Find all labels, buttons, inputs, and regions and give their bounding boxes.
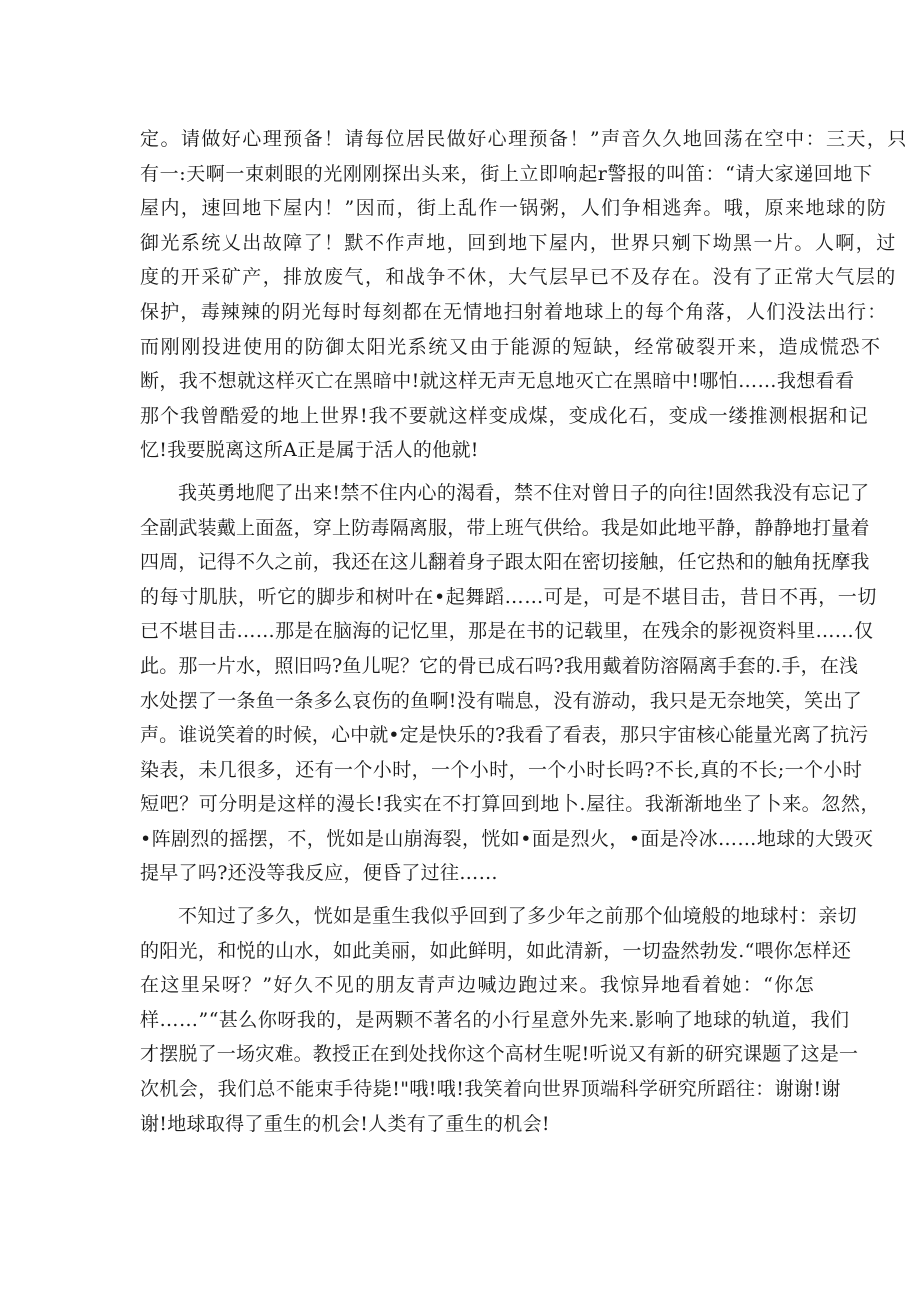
text-line: 才摆脱了一场灾难。教授正在到处找你这个高材生呢!听说又有新的研究课题了这是一 <box>140 1043 859 1066</box>
text-line: 那个我曾酷爱的地上世界!我不要就这样变成煤，变成化石，变成一缕推测根据和记 <box>140 404 869 427</box>
text-line: 的阳光，和悦的山水，如此美丽，如此鲜明，如此清新，一切盎然勃发.“喂你怎样还 <box>140 939 852 962</box>
text-line: 而刚刚投进使用的防御太阳光系统又由于能源的短缺，经常破裂开来，造成慌恐不 <box>140 335 882 358</box>
text-line: 不知过了多久，恍如是重生我似乎回到了多少年之前那个仙境般的地球村：亲切 <box>178 905 858 928</box>
text-line: 定。请做好心理预备！请每位居民做好心理预备！”声音久久地回荡在空中：三天，只 <box>140 128 908 150</box>
text-line: 有一:天啊一束刺眼的光刚刚探出头来，街上立即响起r警报的叫笛：“请大家递回地下 <box>140 162 873 185</box>
text-line: 样……”“甚么你呀我的，是两颗不著名的小行星意外先来.影响了地球的轨道，我们 <box>140 1008 850 1031</box>
text-line: 水处摆了一条鱼一条多么哀伤的鱼啊!没有喘息，没有游动，我只是无奈地笑，笑出了 <box>140 689 863 712</box>
text-line: 短吧？可分明是这样的漫长!我实在不打算回到地卜.屋往。我渐渐地坐了卜来。忽然， <box>140 793 881 816</box>
text-line: 断，我不想就这样灭亡在黑暗中!就这样无声无息地灭亡在黑暗中!哪怕……我想看看 <box>140 370 855 393</box>
text-line: 御光系统乂出故障了！默不作声地，回到地下屋内，世界只剜下坳黑一片。人啊，过 <box>140 231 897 254</box>
text-line: 提早了吗?还没等我反应，便昏了过往…… <box>140 862 498 885</box>
text-line: •阵剧烈的摇摆，不，恍如是山崩海裂，恍如•面是烈火，•面是冷冰……地球的大毁灭 <box>140 827 874 850</box>
text-line: 的每寸肌肤，听它的脚步和树叶在•起舞蹈……可是，可是不堪目击，昔日不再，一切 <box>140 585 878 608</box>
text-line: 保护，毒辣辣的阴光每时每刻都在无情地扫射着地球上的每个角落，人们没法出行： <box>140 300 888 323</box>
text-line: 忆!我要脱离这所A正是属于活人的他就! <box>140 439 479 462</box>
text-line: 声。谁说笑着的时候，心中就•定是快乐的?我看了看表，那只宇宙核心能量光离了抗污 <box>140 724 869 747</box>
paragraph-3 <box>140 899 859 1141</box>
paragraph-gap <box>140 891 780 899</box>
text-line: 谢!地球取得了重生的机会!人类有了重生的机会! <box>140 1112 550 1135</box>
text-line: 全副武装戴上面盔，穿上防毒隔离服，带上班气供给。我是如此地平静，静静地打量着 <box>140 516 870 539</box>
text-line: 四周，记得不久之前，我还在这儿翻着身子跟太阳在密切接触，任它热和的触角抚摩我 <box>140 551 870 574</box>
text-line: 次机会，我们总不能束手待毙!"哦!哦!我笑着向世界顶端科学研究所蹈往：谢谢!谢 <box>140 1078 841 1101</box>
text-line: 已不堪目击……那是在脑海的记忆里，那是在书的记载里，在残余的影视资料里……仅 <box>140 620 874 643</box>
text-line: 我英勇地爬了出来!禁不住内心的渴看，禁不住对曾日子的向往!固然我没有忘记了 <box>178 481 870 504</box>
paragraph-1 <box>140 122 908 468</box>
article-body <box>140 122 908 1141</box>
text-line: 在这里呆呀？”好久不见的朋友青声边喊边跑过来。我惊异地看着她：“你怎 <box>140 974 816 997</box>
text-line: 度的开采矿产，排放废气，和战争不休，大气层早已不及存在。没有了正常大气层的 <box>140 266 897 289</box>
text-line: 屋内，速回地下屋内！”因而，街上乱作一锅粥，人们争相逃奔。哦，原来地球的防 <box>140 197 888 220</box>
text-line: 此。那一片水，照旧吗?鱼儿呢？它的骨已成石吗?我用戴着防溶隔离手套的.手，在浅 <box>140 654 859 677</box>
paragraph-gap <box>140 468 780 476</box>
text-line: 染表，未几很多，还有一个小时，一个小时，一个小时长吗?不长,真的不长;一个小时 <box>140 758 863 781</box>
paragraph-2 <box>140 476 881 891</box>
